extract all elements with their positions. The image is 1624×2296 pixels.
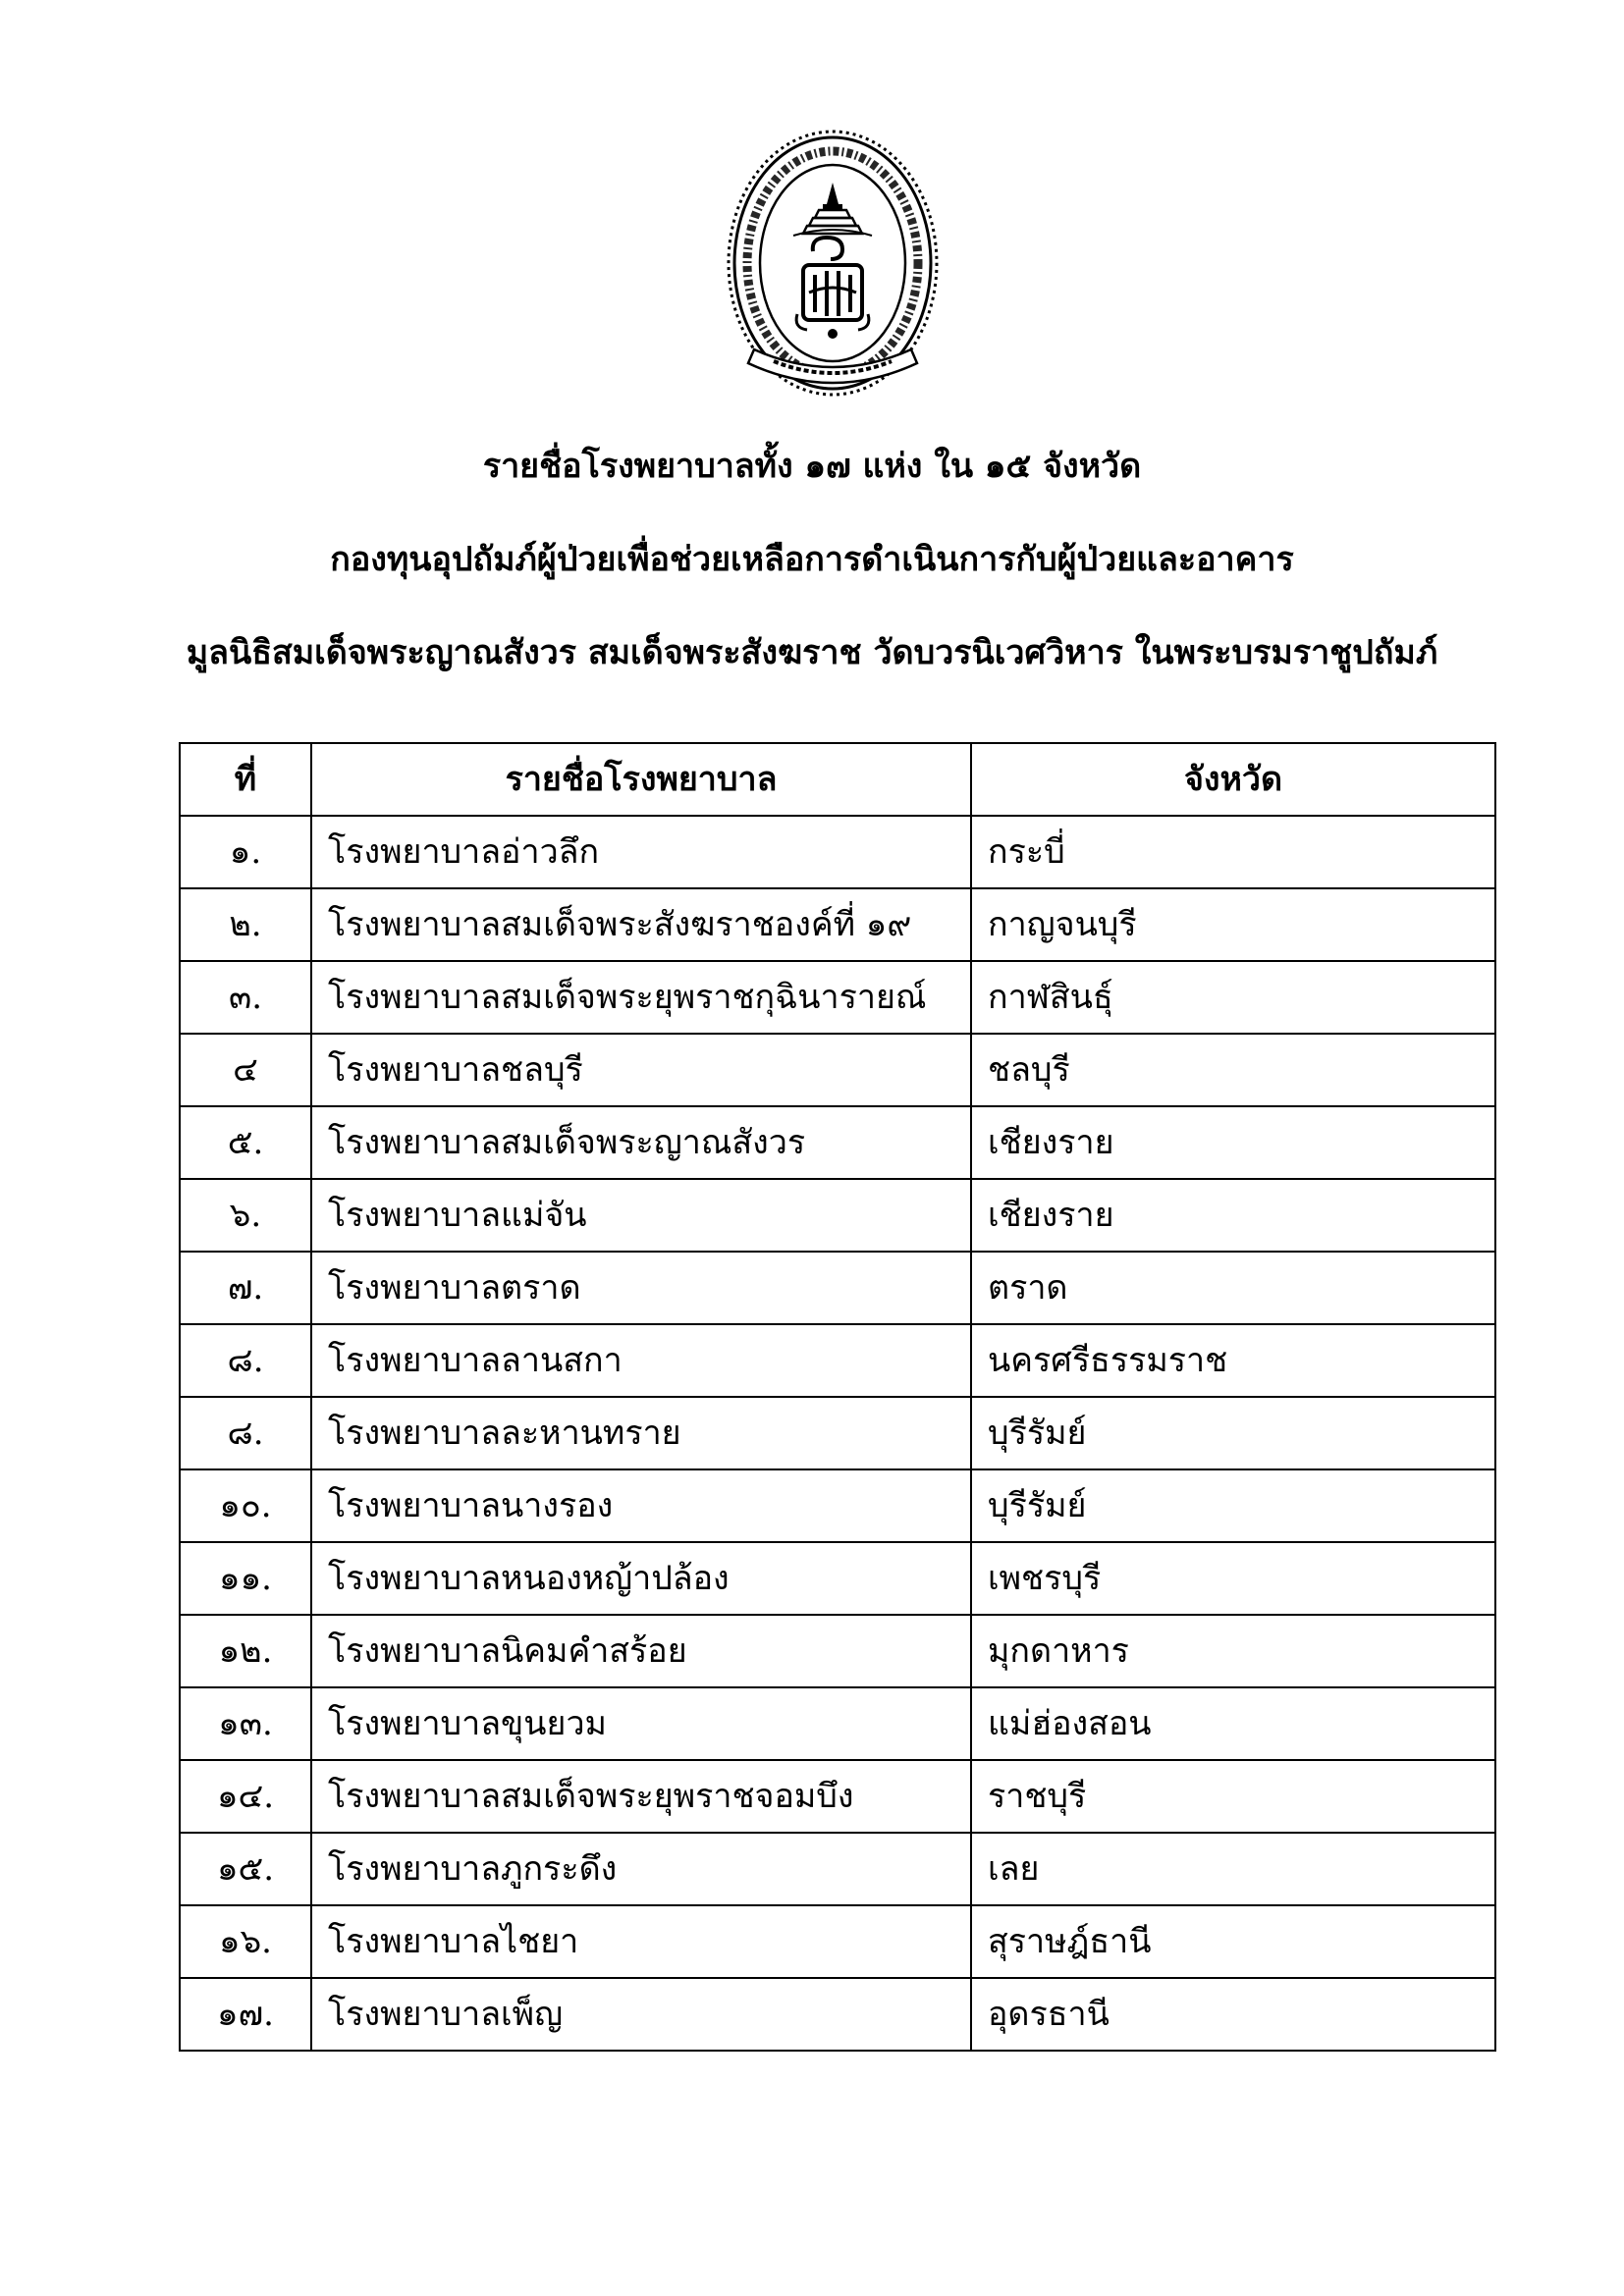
row-number: ๑๐. <box>180 1469 311 1542</box>
row-number: ๕. <box>180 1106 311 1179</box>
row-number: ๘. <box>180 1324 311 1397</box>
row-number: ๑๔. <box>180 1760 311 1833</box>
table-row <box>180 1179 1495 1252</box>
hospital-name: โรงพยาบาลสมเด็จพระยุพราชจอมบึง <box>311 1760 971 1833</box>
table-row <box>180 816 1495 888</box>
hospital-name: โรงพยาบาลนางรอง <box>311 1469 971 1542</box>
row-number: ๑๕. <box>180 1833 311 1905</box>
hospital-name: โรงพยาบาลไชยา <box>311 1905 971 1978</box>
row-number: ๘. <box>180 1397 311 1469</box>
province-name: เลย <box>971 1833 1495 1905</box>
hospital-name: โรงพยาบาลสมเด็จพระสังฆราชองค์ที่ ๑๙ <box>311 888 971 961</box>
province-name: กาญจนบุรี <box>971 888 1495 961</box>
table-row <box>180 888 1495 961</box>
table-row <box>180 1905 1495 1978</box>
table-header-row <box>180 743 1495 816</box>
row-number: ๑. <box>180 816 311 888</box>
header-province: จังหวัด <box>971 743 1495 816</box>
table-row <box>180 1978 1495 2051</box>
header-hospital-name: รายชื่อโรงพยาบาล <box>311 743 971 816</box>
row-number: ๔ <box>180 1034 311 1106</box>
title-line-2: กองทุนอุปถัมภ์ผู้ป่วยเพื่อช่วยเหลือการดำเนินการกับผู้ป่วยและอาคาร <box>330 540 1294 579</box>
province-name: บุรีรัมย์ <box>971 1469 1495 1542</box>
title-line-3: มูลนิธิสมเด็จพระญาณสังวร สมเด็จพระสังฆราช วัดบวรนิเวศวิหาร ในพระบรมราชูปถัมภ์ <box>186 633 1438 672</box>
table-row <box>180 1324 1495 1397</box>
province-name: ราชบุรี <box>971 1760 1495 1833</box>
hospital-name: โรงพยาบาลเพ็ญ <box>311 1978 971 2051</box>
hospital-name: โรงพยาบาลลานสกา <box>311 1324 971 1397</box>
row-number: ๑๓. <box>180 1687 311 1760</box>
hospital-table <box>179 742 1496 2052</box>
row-number: ๖. <box>180 1179 311 1252</box>
row-number: ๑๖. <box>180 1905 311 1978</box>
hospital-name: โรงพยาบาลชลบุรี <box>311 1034 971 1106</box>
province-name: นครศรีธรรมราช <box>971 1324 1495 1397</box>
row-number: ๑๑. <box>180 1542 311 1615</box>
province-name: ชลบุรี <box>971 1034 1495 1106</box>
province-name: เชียงราย <box>971 1106 1495 1179</box>
foundation-seal <box>725 128 941 399</box>
row-number: ๑๗. <box>180 1978 311 2051</box>
table-row <box>180 1833 1495 1905</box>
hospital-name: โรงพยาบาลแม่จัน <box>311 1179 971 1252</box>
document-heading <box>0 447 1624 726</box>
hospital-name: โรงพยาบาลสมเด็จพระญาณสังวร <box>311 1106 971 1179</box>
row-number: ๓. <box>180 961 311 1034</box>
row-number: ๒. <box>180 888 311 961</box>
row-number: ๗. <box>180 1252 311 1324</box>
province-name: บุรีรัมย์ <box>971 1397 1495 1469</box>
hospital-name: โรงพยาบาลหนองหญ้าปล้อง <box>311 1542 971 1615</box>
table-row <box>180 1106 1495 1179</box>
province-name: แม่ฮ่องสอน <box>971 1687 1495 1760</box>
table-row <box>180 1397 1495 1469</box>
province-name: ตราด <box>971 1252 1495 1324</box>
row-number: ๑๒. <box>180 1615 311 1687</box>
table-row <box>180 1469 1495 1542</box>
hospital-name: โรงพยาบาลสมเด็จพระยุพราชกุฉินารายณ์ <box>311 961 971 1034</box>
province-name: อุดรธานี <box>971 1978 1495 2051</box>
province-name: สุราษฎ์ธานี <box>971 1905 1495 1978</box>
table-row <box>180 1252 1495 1324</box>
hospital-name: โรงพยาบาลนิคมคำสร้อย <box>311 1615 971 1687</box>
header-no: ที่ <box>180 743 311 816</box>
province-name: กาฬสินธุ์ <box>971 961 1495 1034</box>
hospital-name: โรงพยาบาลอ่าวลึก <box>311 816 971 888</box>
province-name: กระบี่ <box>971 816 1495 888</box>
table-row <box>180 961 1495 1034</box>
hospital-name: โรงพยาบาลตราด <box>311 1252 971 1324</box>
province-name: เพชรบุรี <box>971 1542 1495 1615</box>
province-name: มุกดาหาร <box>971 1615 1495 1687</box>
title-line-1: รายชื่อโรงพยาบาลทั้ง ๑๗ แห่ง ใน ๑๕ จังหวัด <box>482 447 1142 486</box>
table-row <box>180 1542 1495 1615</box>
hospital-name: โรงพยาบาลละหานทราย <box>311 1397 971 1469</box>
hospital-name: โรงพยาบาลขุนยวม <box>311 1687 971 1760</box>
province-name: เชียงราย <box>971 1179 1495 1252</box>
table-row <box>180 1615 1495 1687</box>
table-row <box>180 1034 1495 1106</box>
table-row <box>180 1760 1495 1833</box>
hospital-name: โรงพยาบาลภูกระดึง <box>311 1833 971 1905</box>
table-row <box>180 1687 1495 1760</box>
